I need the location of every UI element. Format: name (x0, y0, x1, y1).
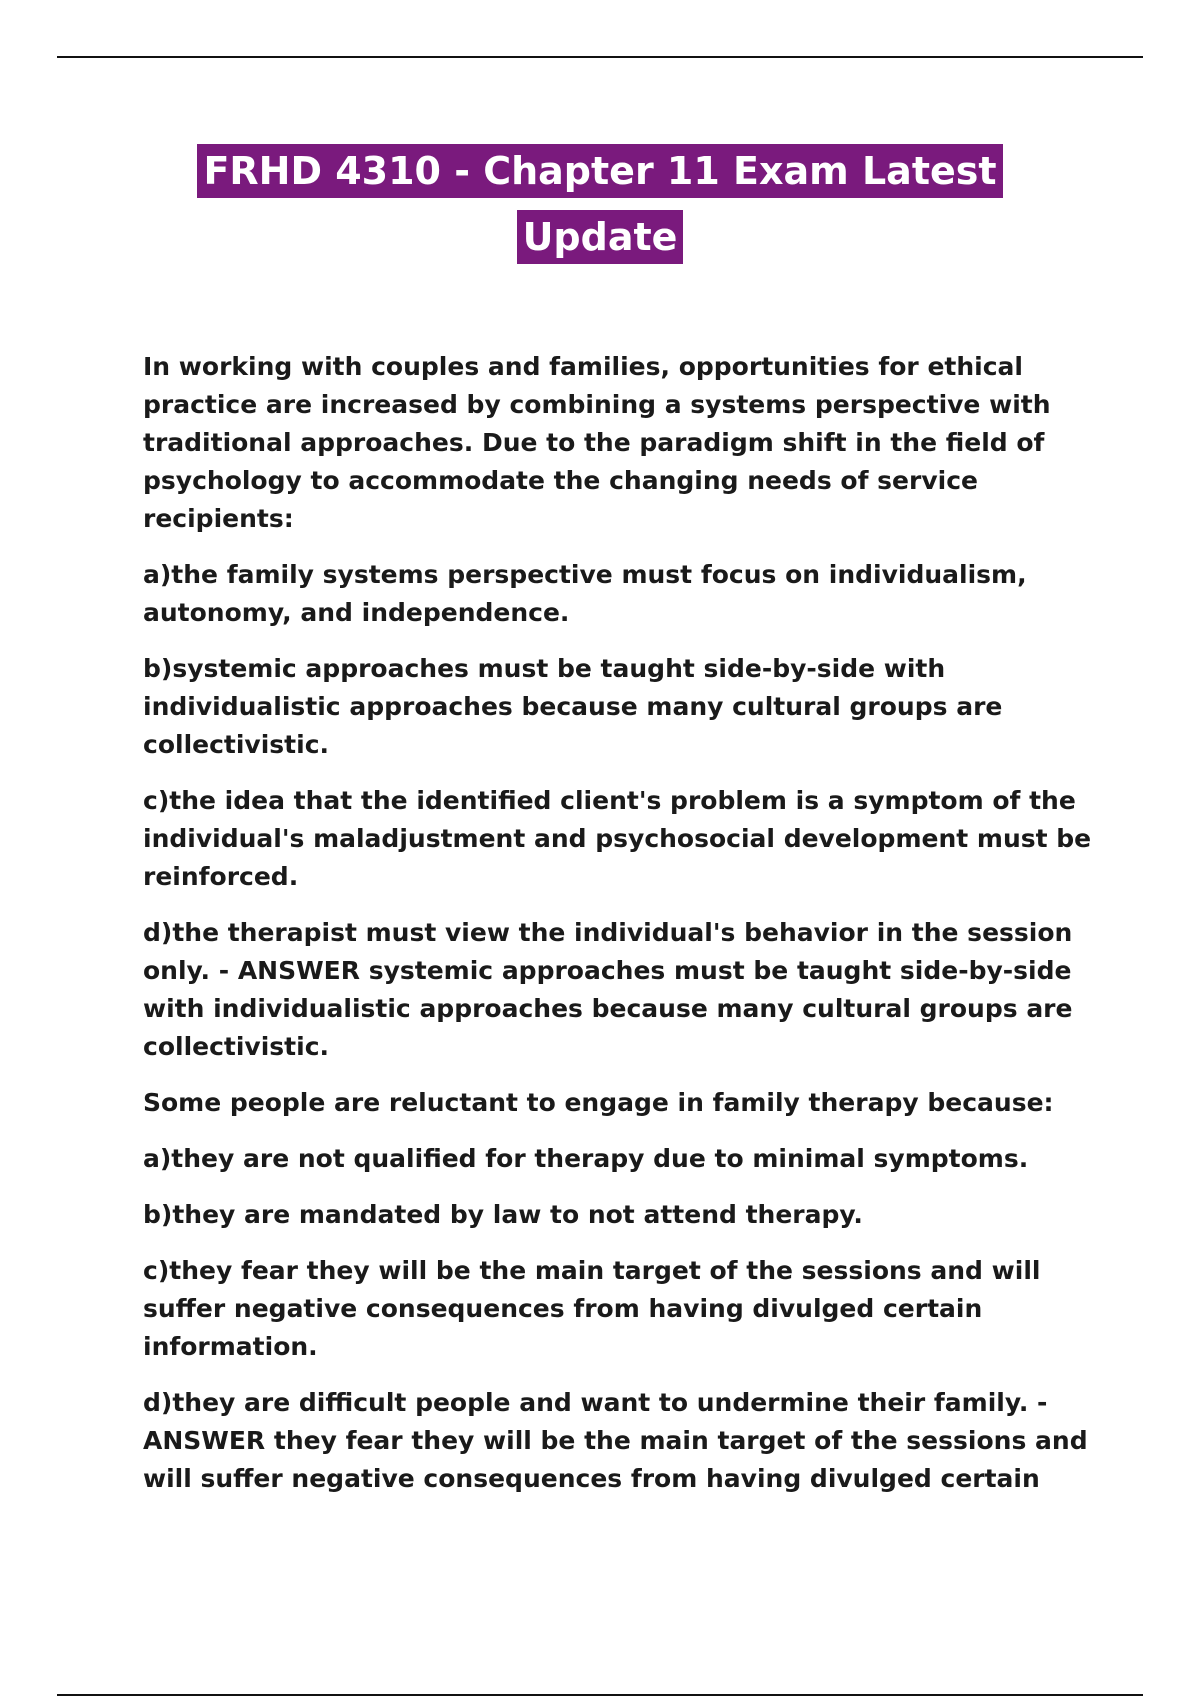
bottom-divider (57, 1694, 1143, 1696)
title-line-2: Update (517, 210, 684, 264)
top-divider (57, 56, 1143, 58)
question-2-stem: Some people are reluctant to engage in family therapy because: (143, 1088, 1054, 1117)
question-1-stem: In working with couples and families, opportunities for ethical practice are increased by combining a systems perspective with traditional approaches. Due to the paradigm shift in the field of psychology to accommodate the changing needs of service recipients: (143, 352, 1051, 533)
question-1-option-b: b)systemic approaches must be taught side-by-side with individualistic approaches because many cultural groups are collectivistic. (143, 654, 1003, 759)
document-title (150, 144, 1050, 276)
document-body (143, 348, 1093, 1516)
question-1-option-c: c)the idea that the identified client's problem is a symptom of the individual's maladjustment and psychosocial development must be reinforced. (143, 786, 1092, 891)
title-line-1: FRHD 4310 - Chapter 11 Exam Latest (197, 144, 1002, 198)
question-1-option-d-answer: d)the therapist must view the individual's behavior in the session only. - ANSWER systemic approaches must be taught side-by-side with individualistic approaches because many cultural groups are collectivistic. (143, 918, 1073, 1061)
question-2-option-d-answer: d)they are difficult people and want to undermine their family. - ANSWER they fear they will be the main target of the sessions and will suffer negative consequences from having divulged certain (143, 1388, 1088, 1493)
question-2-option-c: c)they fear they will be the main target of the sessions and will suffer negative consequences from having divulged certain information. (143, 1256, 1041, 1361)
question-1-option-a: a)the family systems perspective must focus on individualism, autonomy, and independence. (143, 560, 1027, 627)
question-2-option-b: b)they are mandated by law to not attend therapy. (143, 1200, 863, 1229)
question-2-option-a: a)they are not qualified for therapy due to minimal symptoms. (143, 1144, 1029, 1173)
